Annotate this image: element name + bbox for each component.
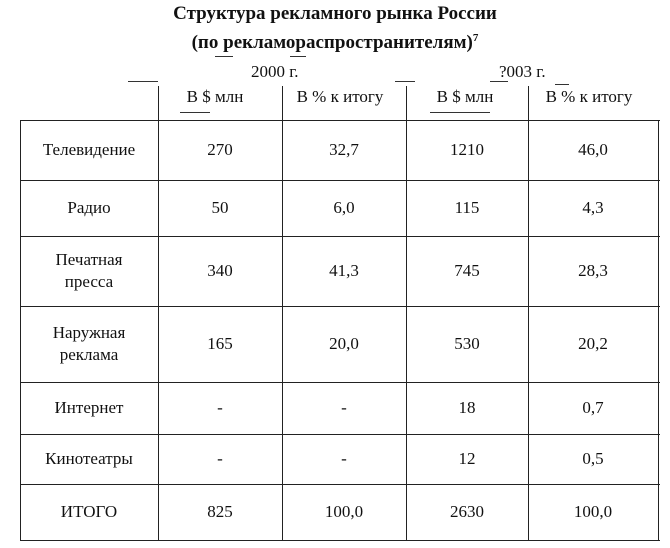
table-cell: 32,7 [329,140,359,159]
title-line-1: Структура рекламного рынка России [173,3,497,24]
table-cell: 20,2 [578,334,608,353]
row-label-total: ИТОГО [60,502,118,521]
table-cell: 12 [458,449,476,468]
table-cell: 6,0 [333,198,355,217]
header-dash [290,56,306,57]
table-cell: 0,5 [582,449,604,468]
title-line-2 [0,26,670,55]
table-cell: 825 [207,502,233,521]
row-label-television: Телевидение [42,140,136,159]
header-dash [215,56,233,57]
table-cell: 28,3 [578,261,608,280]
table-cell: 100,0 [573,502,613,521]
table-cell: 20,0 [329,334,359,353]
row-label-print-press: Печатная пресса [55,250,123,291]
subheader-col-2: В % к итогу [296,87,384,106]
header-dash [555,84,569,85]
header-dash [395,81,415,82]
header-dash [180,112,210,113]
table-cell: 165 [207,334,233,353]
table-cell: 100,0 [324,502,364,521]
table-cell: 46,0 [578,140,608,159]
row-label-cinemas: Кинотеатры [45,449,133,468]
header-dash [128,81,158,82]
table-cell: 1210 [450,140,484,159]
table-cell: 41,3 [329,261,359,280]
row-divider [20,540,660,541]
header-dash [430,112,490,113]
table-cell: 115 [454,198,480,217]
subheader-col-4: В % к итогу [545,87,633,106]
table-cell: 4,3 [582,198,604,217]
table-cell: - [217,449,223,468]
table-cell: 0,7 [582,398,604,417]
table-cell: 2630 [450,502,484,521]
footnote-marker: 7 [472,32,479,44]
table-cell: 18 [458,398,476,417]
table-cell: 530 [454,334,480,353]
year-2003-header: ?003 г. [499,62,546,81]
table-cell: 270 [207,140,233,159]
subheader-col-3: В $ млн [436,87,494,106]
row-label-internet: Интернет [54,398,124,417]
year-2000-header: 2000 г. [251,62,299,81]
row-label-radio: Радио [67,198,111,217]
table-cell: - [341,449,347,468]
title-line-2-text: (по рекламораспространителям) [191,32,473,53]
table-cell: - [341,398,347,417]
table-cell: 340 [207,261,233,280]
row-label-outdoor-ads: Наружная реклама [52,323,126,364]
table-cell: 50 [211,198,229,217]
column-divider [658,120,659,540]
subheader-col-1: В $ млн [186,87,244,106]
table-cell: - [217,398,223,417]
table-cell: 745 [454,261,480,280]
